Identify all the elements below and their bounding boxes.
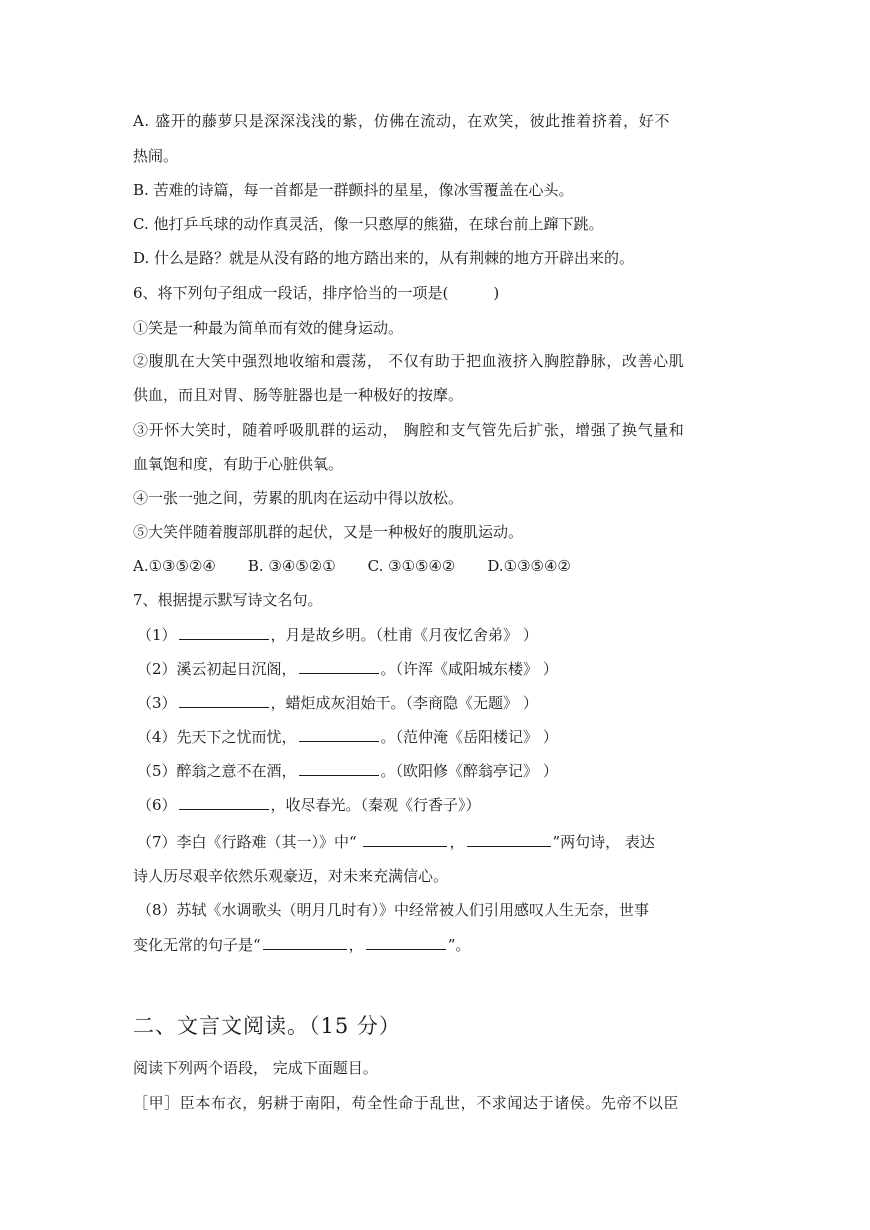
q5-option-d: D. 什么是路？就是从没有路的地方踏出来的，从有荆棘的地方开辟出来的。 — [133, 249, 635, 267]
section-2-intro: 阅读下列两个语段， 完成下面题目。 — [133, 1059, 378, 1077]
q7-item-2 — [137, 659, 747, 679]
q6-sentence-1: ①笑是一种最为简单而有效的健身运动。 — [133, 319, 404, 337]
q5-option-a-line2: 热闹。 — [133, 147, 179, 165]
q7-item-8-text-after: ”。 — [447, 936, 471, 954]
q7-item-6-text: ，收尽春光。（秦观《行香子》） — [270, 796, 481, 814]
q6-sentence-3-line1: ③开怀大笑时，随着呼吸肌群的运动， 胸腔和支气管先后扩张，增强了换气量和 — [133, 421, 685, 439]
q7-item-7-line2: 诗人历尽艰辛依然乐观豪迈，对未来充满信心。 — [133, 867, 449, 885]
q7-item-3 — [137, 693, 747, 713]
q7-item-2-blank[interactable] — [299, 659, 379, 674]
q5-option-c: C. 他打乒乓球的动作真灵活，像一只憨厚的熊猫，在球台前上蹿下跳。 — [133, 215, 604, 233]
q7-item-1-blank[interactable] — [179, 625, 269, 640]
q7-item-7-text-before: （7）李白《行路难（其一）》中“ — [137, 833, 362, 851]
q7-item-8-line1: （8）苏轼《水调歌头（明月几时有）》中经常被人们引用感叹人生无奈，世事 — [137, 901, 650, 919]
q7-item-4-text-after: 。（范仲淹《岳阳楼记》 ） — [380, 728, 558, 746]
q7-item-3-text: ，蜡炬成灰泪始干。（李商隐《无题》 ） — [270, 694, 538, 712]
q6-stem: 6、将下列句子组成一段话，排序恰当的一项是( ) — [133, 284, 500, 302]
q5-option-b: B. 苦难的诗篇，每一首都是一群颤抖的星星，像冰雪覆盖在心头。 — [133, 181, 574, 199]
q7-item-4-text-before: （4）先天下之忧而忧， — [137, 728, 297, 746]
q6-option-a: A.①③⑤②④ — [133, 557, 216, 575]
q7-item-7-blank-2[interactable] — [467, 832, 551, 847]
q7-item-7-text-after: ”两句诗， 表达 — [552, 833, 655, 851]
q7-item-1-text: ，月是故乡明。（杜甫《月夜忆舍弟》 ） — [270, 626, 538, 644]
passage-jia-line1: ［甲］臣本布衣，躬耕于南阳，苟全性命于乱世，不求闻达于诸侯。先帝不以臣 — [133, 1094, 680, 1112]
q7-item-4 — [137, 727, 747, 747]
q6-option-b: B. ③④⑤②① — [247, 557, 336, 575]
q6-sentence-2-line1: ②腹肌在大笑中强烈地收缩和震荡， 不仅有助于把血液挤入胸腔静脉，改善心肌 — [133, 352, 685, 370]
q7-item-3-label: （3） — [137, 694, 177, 712]
q7-item-4-blank[interactable] — [299, 727, 379, 742]
q7-item-5-text-before: （5）醉翁之意不在酒， — [137, 762, 297, 780]
q7-item-1-label: （1） — [137, 626, 177, 644]
q7-stem: 7、根据提示默写诗文名句。 — [133, 591, 323, 609]
q7-item-8-blank-2[interactable] — [366, 935, 446, 950]
q7-item-8-blank-1[interactable] — [263, 935, 347, 950]
q7-item-5 — [137, 761, 747, 781]
q6-option-d: D.①③⑤④② — [487, 557, 571, 575]
q5-option-a-line1: A. 盛开的藤萝只是深深浅浅的紫，仿佛在流动，在欢笑，彼此推着挤着，好不 — [133, 112, 670, 130]
q6-sentence-3-line2: 血氧饱和度，有助于心脏供氧。 — [133, 455, 344, 473]
q7-item-5-blank[interactable] — [299, 761, 379, 776]
q7-item-8-text-before: 变化无常的句子是“ — [133, 936, 261, 954]
q7-item-6-label: （6） — [137, 796, 177, 814]
q7-item-8-separator: ， — [348, 936, 364, 954]
q7-item-7-separator: ， — [449, 833, 465, 851]
q7-item-7-line1 — [137, 832, 747, 852]
q7-item-7-blank-1[interactable] — [363, 832, 447, 847]
q7-item-1 — [137, 625, 747, 645]
q7-item-2-text-before: （2）溪云初起日沉阁， — [137, 660, 297, 678]
q7-item-8-line2 — [133, 935, 743, 955]
q7-item-2-text-after: 。（许浑《咸阳城东楼》 ） — [380, 660, 558, 678]
q7-item-5-text-after: 。（欧阳修《醉翁亭记》 ） — [380, 762, 558, 780]
q6-sentence-5: ⑤大笑伴随着腹部肌群的起伏，又是一种极好的腹肌运动。 — [133, 523, 524, 541]
q6-options — [133, 556, 743, 576]
section-2-title: 二、文言文阅读。（15 分） — [133, 1014, 401, 1038]
q6-sentence-2-line2: 供血，而且对胃、肠等脏器也是一种极好的按摩。 — [133, 386, 464, 404]
q6-sentence-4: ④一张一弛之间，劳累的肌肉在运动中得以放松。 — [133, 489, 464, 507]
q7-item-3-blank[interactable] — [179, 693, 269, 708]
q7-item-6 — [137, 795, 747, 815]
q6-option-c: C. ③①⑤④② — [367, 557, 456, 575]
q7-item-6-blank[interactable] — [179, 795, 269, 810]
